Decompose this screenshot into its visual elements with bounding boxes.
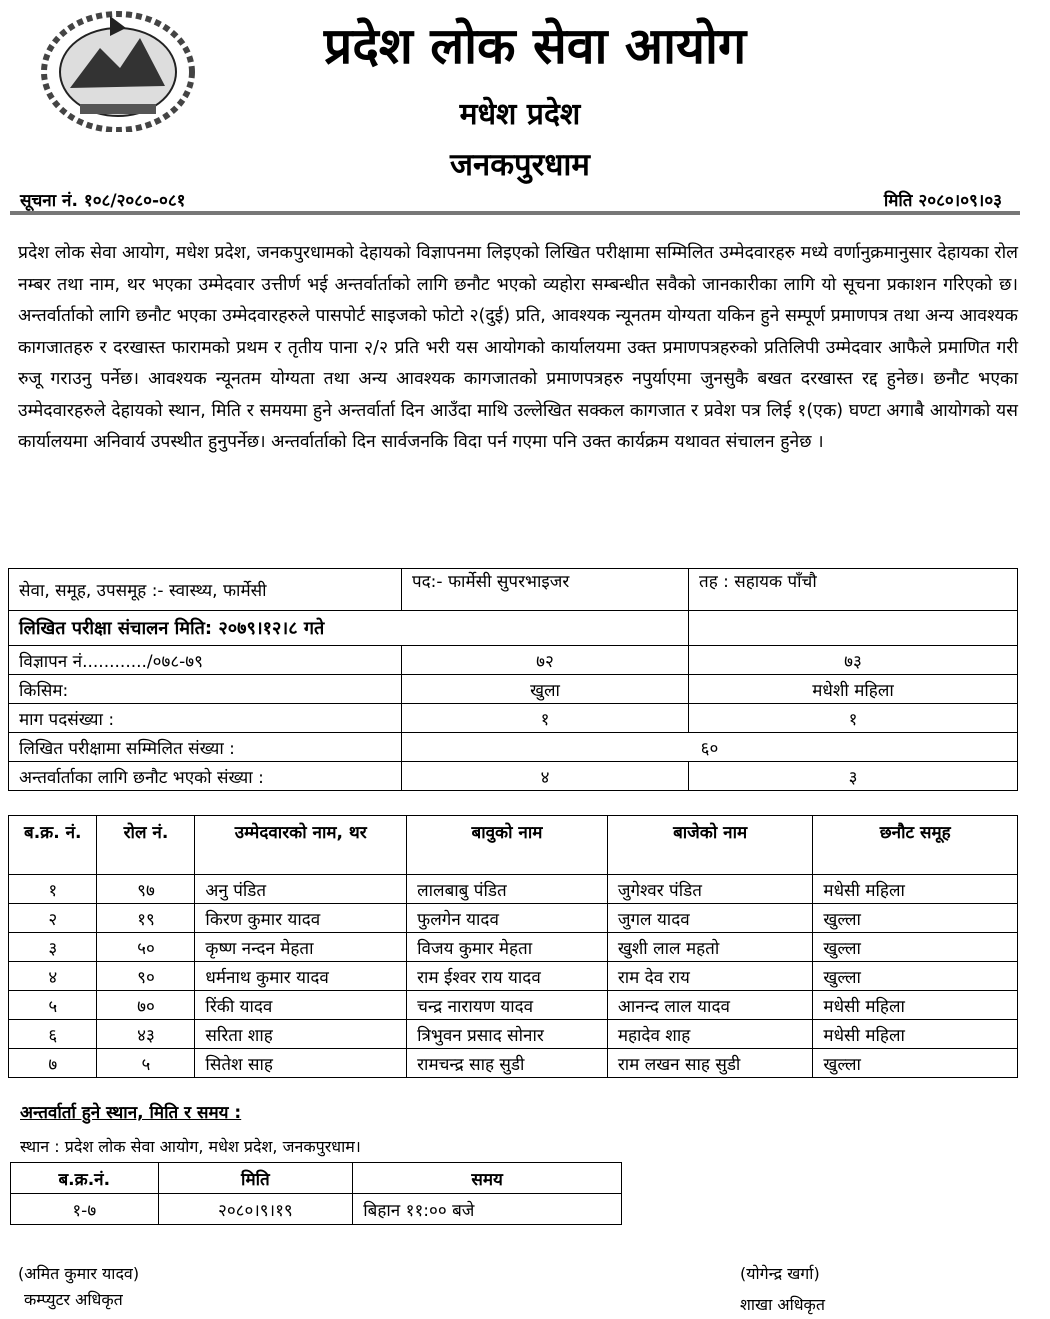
- father-name: फुलगेन यादव: [407, 904, 608, 933]
- father-name: रामचन्द्र साह सुडी: [407, 1049, 608, 1078]
- father-name: लालबाबु पंडित: [407, 875, 608, 904]
- appeared-count: ६०: [402, 733, 1018, 762]
- exam-date: लिखित परीक्षा संचालन मिति: २०७९।१२।८ गते: [9, 611, 689, 646]
- father-name: राम ईश्वर राय यादव: [407, 962, 608, 991]
- col-header: छनौट समूह: [813, 816, 1018, 875]
- col-header: ब.क्र. नं.: [9, 816, 97, 875]
- level: तह : सहायक पाँचौ: [689, 569, 1018, 611]
- grandfather-name: राम देव राय: [607, 962, 813, 991]
- grandfather-name: जुगेश्वर पंडित: [607, 875, 813, 904]
- father-name: त्रिभुवन प्रसाद सोनार: [407, 1020, 608, 1049]
- col-header: ब.क्र.नं.: [11, 1163, 159, 1194]
- service-group: सेवा, समूह, उपसमूह :- स्वास्थ्य, फार्मेसी: [9, 569, 402, 611]
- col-header: रोल नं.: [97, 816, 195, 875]
- roll-no: ७०: [97, 991, 195, 1020]
- post: पद:- फार्मेसी सुपरभाइजर: [402, 569, 689, 611]
- grandfather-name: महादेव शाह: [607, 1020, 813, 1049]
- col-header: समय: [353, 1163, 622, 1194]
- appeared-label: लिखित परीक्षामा सम्मिलित संख्या :: [9, 733, 402, 762]
- serial-range: १-७: [11, 1194, 159, 1225]
- selected-group: मधेसी महिला: [813, 991, 1018, 1020]
- serial-no: ३: [9, 933, 97, 962]
- roll-no: ४३: [97, 1020, 195, 1049]
- col-header: बाजेको नाम: [607, 816, 813, 875]
- serial-no: ६: [9, 1020, 97, 1049]
- selected-group: खुल्ला: [813, 933, 1018, 962]
- father-name: विजय कुमार मेहता: [407, 933, 608, 962]
- candidate-row: [9, 991, 1018, 1020]
- candidate-name: कृष्ण नन्दन मेहता: [195, 933, 407, 962]
- interview-time: बिहान ११:०० बजे: [353, 1194, 622, 1225]
- value-a: खुला: [402, 675, 689, 704]
- header-divider: [10, 211, 1020, 215]
- candidate-name: रिंकी यादव: [195, 991, 407, 1020]
- serial-no: २: [9, 904, 97, 933]
- roll-no: १९: [97, 904, 195, 933]
- right-signatory-title: शाखा अधिकृत: [740, 1295, 825, 1314]
- value-b: मधेशी महिला: [689, 675, 1018, 704]
- col-header: उम्मेदवारको नाम, थर: [195, 816, 407, 875]
- candidate-name: धर्मनाथ कुमार यादव: [195, 962, 407, 991]
- value-a: ७२: [402, 646, 689, 675]
- selected-group: खुल्ला: [813, 1049, 1018, 1078]
- left-signatory-name: (अमित कुमार यादव): [18, 1264, 140, 1283]
- selected-group: मधेसी महिला: [813, 875, 1018, 904]
- candidate-row: [9, 1020, 1018, 1049]
- interview-schedule-table: [10, 1162, 622, 1225]
- grandfather-name: आनन्द लाल यादव: [607, 991, 813, 1020]
- serial-no: ५: [9, 991, 97, 1020]
- col-header: मिति: [158, 1163, 353, 1194]
- father-name: चन्द्र नारायण यादव: [407, 991, 608, 1020]
- roll-no: ५: [97, 1049, 195, 1078]
- province-name: मधेश प्रदेश: [459, 97, 581, 132]
- candidates-table: [8, 815, 1018, 1078]
- candidate-row: [9, 962, 1018, 991]
- candidate-row: [9, 875, 1018, 904]
- candidate-name: किरण कुमार यादव: [195, 904, 407, 933]
- roll-no: ९०: [97, 962, 195, 991]
- selected-group: खुल्ला: [813, 904, 1018, 933]
- vacancy-info-table: [8, 568, 1018, 791]
- serial-no: ७: [9, 1049, 97, 1078]
- grandfather-name: खुशी लाल महतो: [607, 933, 813, 962]
- selected-a: ४: [402, 762, 689, 791]
- interview-location: स्थान : प्रदेश लोक सेवा आयोग, मधेश प्रदेश, जनकपुरधाम।: [20, 1137, 361, 1156]
- serial-no: १: [9, 875, 97, 904]
- candidate-name: सरिता शाह: [195, 1020, 407, 1049]
- value-b: ७३: [689, 646, 1018, 675]
- candidate-row: [9, 1049, 1018, 1078]
- candidate-name: अनु पंडित: [195, 875, 407, 904]
- value-b: १: [689, 704, 1018, 733]
- roll-no: ५०: [97, 933, 195, 962]
- selected-b: ३: [689, 762, 1018, 791]
- interview-heading: अन्तर्वार्ता हुने स्थान, मिति र समय :: [20, 1103, 242, 1123]
- notice-paragraph: प्रदेश लोक सेवा आयोग, मधेश प्रदेश, जनकपुरधामको देहायको विज्ञापनमा लिइएको लिखित परीक्षामा सम्मिलित उम्मेदवारहरु मध्ये वर्णानुक्रमानुसार देहायका रोल नम्बर तथा नाम, थर भएका उम्मेदवार उत्तीर्ण भई अन्तर्वार्ताको लागि छनौट भएको व्यहोरा सम्बन्धीत सवैको जानकारीका लागि यो सूचना प्रकाशन गरिएको छ। अन्तर्वार्ताको लागि छनौट भएका उम्मेदवारहरुले पासपोर्ट साइजको फोटो २(दुई) प्रति, आवश्यक न्यूनतम योग्यता यकिन हुने सम्पूर्ण प्रमाणपत्र तथा अन्य आवश्यक कागजातहरु र दरखास्त फारामको प्रथम र तृतीय पाना २/२ प्रति भरी यस आयोगको कार्यालयमा उक्त प्रमाणपत्रहरुको प्रतिलिपी उम्मेदवार आफैले प्रमाणित गरी रुजू गराउनु पर्नेछ। आवश्यक न्यूनतम योग्यता तथा अन्य आवश्यक कागजातको प्रमाणपत्रहरु नपुर्याएमा जुनसुकै बखत दरखास्त रद्द हुनेछ। छनौट भएका उम्मेदवारहरुले देहायको स्थान, मिति र समयमा हुने अन्तर्वार्ता दिन आउँदा माथि उल्लेखित सक्कल कागजात र प्रवेश पत्र लिई १(एक) घण्टा अगाबै आयोगको यस कार्यालयमा अनिवार्य उपस्थीत हुनुपर्नेछ। अन्तर्वार्ताको दिन सार्वजनकि विदा पर्न गएमा पनि उक्त कार्यक्रम यथावत संचालन हुनेछ ।: [18, 243, 1018, 452]
- left-signatory-title: कम्प्युटर अधिकृत: [24, 1290, 123, 1309]
- candidate-row: [9, 904, 1018, 933]
- candidate-name: सितेश साह: [195, 1049, 407, 1078]
- notice-date: मिति २०८०।०९।०३: [883, 191, 1002, 211]
- grandfather-name: राम लखन साह सुडी: [607, 1049, 813, 1078]
- row-label: किसिम:: [9, 675, 402, 704]
- commission-title: प्रदेश लोक सेवा आयोग: [323, 17, 747, 75]
- row-label: माग पदसंख्या :: [9, 704, 402, 733]
- city-name: जनकपुरधाम: [450, 147, 590, 183]
- col-header: बावुको नाम: [407, 816, 608, 875]
- notice-number: सूचना नं. १०८/२०८०-०८१: [20, 191, 186, 211]
- roll-no: ९७: [97, 875, 195, 904]
- selected-group: खुल्ला: [813, 962, 1018, 991]
- grandfather-name: जुगल यादव: [607, 904, 813, 933]
- value-a: १: [402, 704, 689, 733]
- serial-no: ४: [9, 962, 97, 991]
- interview-date: २०८०।९।१९: [158, 1194, 353, 1225]
- selected-label: अन्तर्वार्ताका लागि छनौट भएको संख्या :: [9, 762, 402, 791]
- selected-group: मधेसी महिला: [813, 1020, 1018, 1049]
- right-signatory-name: (योगेन्द्र खर्गा): [740, 1264, 820, 1283]
- candidate-row: [9, 933, 1018, 962]
- row-label: विज्ञापन नं............/०७८-७९: [9, 646, 402, 675]
